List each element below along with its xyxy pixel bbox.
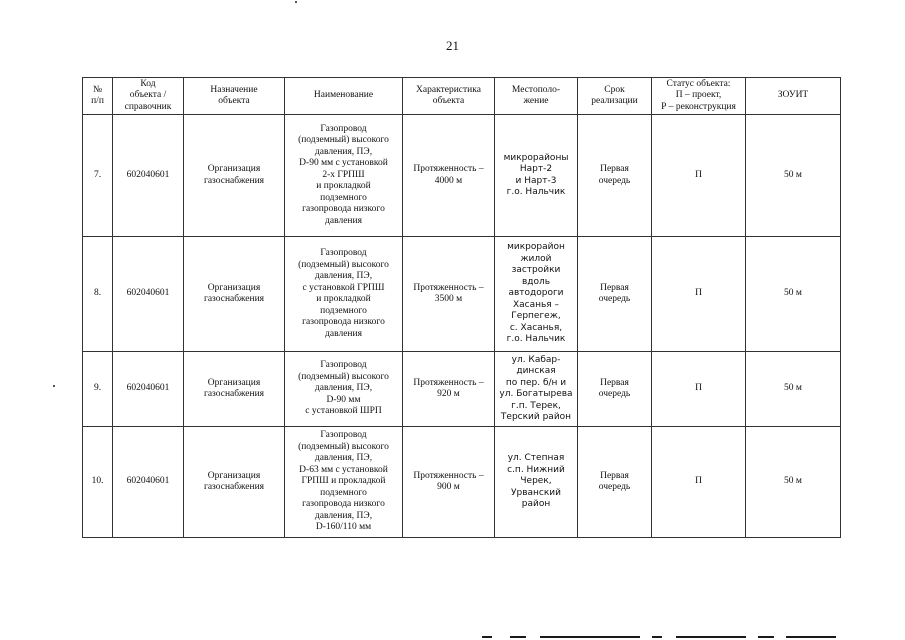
header-cell: Статус объекта: П – проект, Р – реконструкция — [652, 78, 746, 115]
characteristic-cell: Протяженность – 3500 м — [403, 237, 495, 352]
scan-artifact — [652, 636, 662, 638]
characteristic-cell: Протяженность – 920 м — [403, 352, 495, 427]
table-row — [83, 427, 841, 538]
zouit-cell: 50 м — [746, 352, 841, 427]
table-row — [83, 115, 841, 237]
header-cell: Наименование — [285, 78, 403, 115]
object-code-cell: 602040601 — [113, 352, 184, 427]
location-cell: микрорайон жилой застройки вдоль автодороги Хасанья – Герпегеж, с. Хасанья, г.о. Нальчик — [495, 237, 578, 352]
table-row — [83, 352, 841, 427]
object-code-cell: 602040601 — [113, 115, 184, 237]
name-cell: Газопровод (подземный) высокого давления, ПЭ, D-90 мм с установкой ШРП — [285, 352, 403, 427]
header-cell: Срок реализации — [578, 78, 652, 115]
status-cell: П — [652, 427, 746, 538]
header-cell: ЗОУИТ — [746, 78, 841, 115]
row-number-cell: 10. — [83, 427, 113, 538]
location-cell: ул. Кабар- динская по пер. б/н и ул. Богатырева г.п. Терек, Терский район — [495, 352, 578, 427]
term-cell: Первая очередь — [578, 427, 652, 538]
page-number: 21 — [446, 38, 459, 53]
header-cell: № п/п — [83, 78, 113, 115]
scan-artifact — [786, 636, 836, 638]
status-cell: П — [652, 115, 746, 237]
row-number-cell: 9. — [83, 352, 113, 427]
scan-artifact — [540, 636, 640, 638]
header-cell: Характеристика объекта — [403, 78, 495, 115]
header-cell: Местополо- жение — [495, 78, 578, 115]
name-cell: Газопровод (подземный) высокого давления, ПЭ, с установкой ГРПШ и прокладкой подземного газопровода низкого давления — [285, 237, 403, 352]
scan-artifact — [510, 636, 526, 638]
status-cell: П — [652, 237, 746, 352]
table-row — [83, 237, 841, 352]
location-cell: микрорайоны Нарт-2 и Нарт-3 г.о. Нальчик — [495, 115, 578, 237]
characteristic-cell: Протяженность – 900 м — [403, 427, 495, 538]
term-cell: Первая очередь — [578, 352, 652, 427]
scan-artifact — [758, 636, 774, 638]
header-cell: Код объекта / справочник — [113, 78, 184, 115]
object-code-cell: 602040601 — [113, 427, 184, 538]
object-code-cell: 602040601 — [113, 237, 184, 352]
scan-artifact — [295, 1, 297, 3]
status-cell: П — [652, 352, 746, 427]
purpose-cell: Организация газоснабжения — [184, 115, 285, 237]
zouit-cell: 50 м — [746, 237, 841, 352]
row-number-cell: 8. — [83, 237, 113, 352]
scan-artifact — [482, 636, 492, 638]
objects-table — [82, 77, 841, 538]
table-header-row — [83, 78, 841, 115]
purpose-cell: Организация газоснабжения — [184, 427, 285, 538]
zouit-cell: 50 м — [746, 427, 841, 538]
characteristic-cell: Протяженность – 4000 м — [403, 115, 495, 237]
name-cell: Газопровод (подземный) высокого давления, ПЭ, D-63 мм с установкой ГРПШ и прокладкой подземного газопровода низкого давления, ПЭ, D-160/110 мм — [285, 427, 403, 538]
header-cell: Назначение объекта — [184, 78, 285, 115]
zouit-cell: 50 м — [746, 115, 841, 237]
scan-artifact — [53, 385, 55, 387]
name-cell: Газопровод (подземный) высокого давления, ПЭ, D-90 мм с установкой 2-х ГРПШ и прокладкой подземного газопровода низкого давления — [285, 115, 403, 237]
purpose-cell: Организация газоснабжения — [184, 237, 285, 352]
row-number-cell: 7. — [83, 115, 113, 237]
term-cell: Первая очередь — [578, 115, 652, 237]
term-cell: Первая очередь — [578, 237, 652, 352]
location-cell: ул. Степная с.п. Нижний Черек, Урванский район — [495, 427, 578, 538]
scan-artifact — [676, 636, 746, 638]
purpose-cell: Организация газоснабжения — [184, 352, 285, 427]
